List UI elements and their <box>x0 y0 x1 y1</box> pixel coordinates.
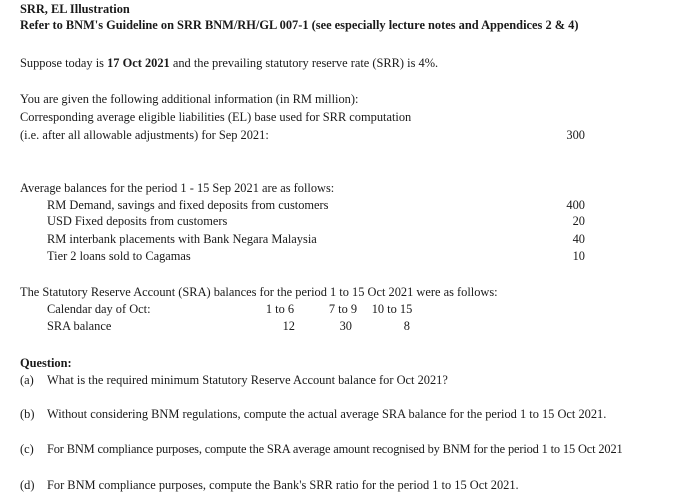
sra-period-1: 1 to 6 <box>265 302 295 316</box>
balance-label-interbank: RM interbank placements with Bank Negara Malaysia <box>47 232 317 246</box>
balance-value-interbank: 40 <box>572 232 585 246</box>
question-title: Question: <box>20 356 72 370</box>
question-c-text: For BNM compliance purposes, compute the SRA average amount recognised by BNM for the period 1 to 15 Oct 2021 <box>47 442 623 456</box>
el-value: 300 <box>566 128 585 142</box>
sra-period-3: 10 to 15 <box>371 302 413 316</box>
intro-sentence <box>20 56 438 71</box>
sra-value-1: 12 <box>282 319 295 333</box>
question-d-marker: (d) <box>20 478 35 492</box>
intro-suffix: and the prevailing statutory reserve rate (SRR) is 4%. <box>169 56 439 70</box>
question-b-text: Without considering BNM regulations, compute the actual average SRA balance for the period 1 to 15 Oct 2021. <box>47 407 607 421</box>
question-b-marker: (b) <box>20 407 35 421</box>
document-subtitle: Refer to BNM's Guideline on SRR BNM/RH/GL 007-1 (see especially lecture notes and Appendices 2 & 4) <box>20 18 579 32</box>
balance-label-rm-deposits: RM Demand, savings and fixed deposits from customers <box>47 198 329 212</box>
question-a-text: What is the required minimum Statutory Reserve Account balance for Oct 2021? <box>47 373 448 387</box>
balance-label-usd-deposits: USD Fixed deposits from customers <box>47 214 228 228</box>
info-line-3: (i.e. after all allowable adjustments) for Sep 2021: <box>20 128 269 142</box>
balance-value-rm-deposits: 400 <box>566 198 585 212</box>
intro-prefix: Suppose today is <box>20 56 108 70</box>
question-c-marker: (c) <box>20 442 34 456</box>
balance-value-usd-deposits: 20 <box>572 214 585 228</box>
balance-label-cagamas: Tier 2 loans sold to Cagamas <box>47 249 191 263</box>
question-a-marker: (a) <box>20 373 34 387</box>
document-title: SRR, EL Illustration <box>20 2 130 16</box>
balances-header: Average balances for the period 1 - 15 Sep 2021 are as follows: <box>20 181 335 195</box>
sra-value-3: 8 <box>403 319 410 333</box>
sra-row-label-balance: SRA balance <box>47 319 112 333</box>
sra-value-2: 30 <box>339 319 352 333</box>
balance-value-cagamas: 10 <box>572 249 585 263</box>
info-line-2: Corresponding average eligible liabilities (EL) base used for SRR computation <box>20 110 412 124</box>
info-line-1: You are given the following additional information (in RM million): <box>20 92 359 106</box>
intro-date: 17 Oct 2021 <box>107 56 170 70</box>
sra-header: The Statutory Reserve Account (SRA) balances for the period 1 to 15 Oct 2021 were as follows: <box>20 285 498 299</box>
sra-period-2: 7 to 9 <box>328 302 358 316</box>
question-d-text: For BNM compliance purposes, compute the Bank's SRR ratio for the period 1 to 15 Oct 2021. <box>47 478 519 492</box>
sra-row-label-calendar: Calendar day of Oct: <box>47 302 151 316</box>
